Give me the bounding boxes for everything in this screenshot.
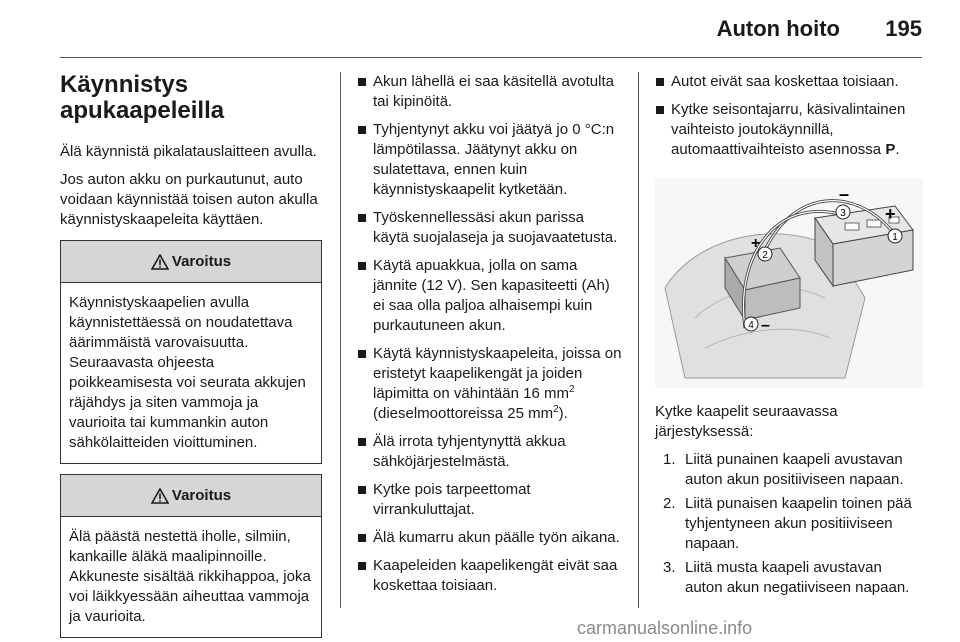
minus-sign: – [839, 184, 850, 204]
warning-box-2 [60, 474, 322, 638]
column-3 [655, 72, 923, 602]
preparation-list [655, 72, 923, 160]
list-item: Älä irrota tyhjentynyttä akkua sähköjärjestelmästä. [357, 432, 623, 472]
list-item: Työskennellessäsi akun parissa käytä suojalaseja ja suojavaatetusta. [357, 208, 623, 248]
section-title: Käynnistys apukaapeleilla [60, 71, 225, 124]
column-divider-2 [638, 72, 639, 608]
description-paragraph: Jos auton akku on purkautunut, auto voidaan käynnistää toisen auton akulla käynnistyskaapeleita käyttäen. [60, 171, 318, 228]
svg-text:3: 3 [840, 208, 846, 219]
plus-sign: + [885, 204, 896, 224]
list-item: Tyhjentynyt akku voi jäätyä jo 0 °C:n lämpötilassa. Jäätynyt akku on sulatettava, ennen kuin käynnistyskaapelit kytketään. [357, 120, 623, 200]
list-item: Autot eivät saa koskettaa toisiaan. [655, 72, 923, 92]
callout-3 [836, 205, 850, 219]
column-divider-1 [340, 72, 341, 608]
warning-box-1 [60, 240, 322, 464]
list-item: Akun lähellä ei saa käsitellä avotulta tai kipinöitä. [357, 72, 623, 112]
column-2 [357, 72, 623, 604]
list-item: Älä kumarru akun päälle työn aikana. [357, 528, 623, 548]
list-item: Kytke seisontajarru, käsivalintainen vaihteisto joutokäynnillä, automaattivaihteisto asennossa P. [655, 100, 923, 160]
warning-text: Älä päästä nestettä iholle, silmiin, kankaille äläkä maalipinnoille. Akkuneste sisältää rikkihappoa, joka voi läikkyessään aiheuttaa vammoja ja vaurioita. [69, 528, 311, 625]
safety-list [357, 72, 623, 596]
svg-text:2: 2 [762, 250, 768, 261]
list-item: Käytä käynnistyskaapeleita, joissa on eristetyt kaapelikengät ja joiden läpimitta on vähintään 16 $mm^2$ (dieselmoottoreissa 25 $mm^2$). [357, 344, 623, 424]
warning-triangle-icon [151, 488, 169, 504]
warning-label: Varoitus [171, 486, 232, 504]
chapter-title: Auton hoito [716, 16, 840, 41]
svg-text:4: 4 [748, 320, 754, 331]
step-item: 3. Liitä musta kaapeli avustavan auton akun negatiiviseen napaan. [663, 559, 910, 596]
warning-header [61, 241, 321, 283]
callout-4 [744, 317, 758, 331]
column-1 [60, 72, 322, 642]
warning-label: Varoitus [171, 252, 232, 270]
warning-triangle-icon [151, 254, 169, 270]
list-item: Käytä apuakkua, jolla on sama jännite (12 V). Sen kapasiteetti (Ah) ei saa olla paljoa alhaisempi kuin purkautuneen akun. [357, 256, 623, 336]
steps-intro: Kytke kaapelit seuraavassa järjestyksessä: [655, 403, 838, 440]
list-item: Kytke pois tarpeettomat virrankuluttajat. [357, 480, 623, 520]
warning-text: Käynnistyskaapelien avulla käynnistettäessä on noudatettava äärimmäistä varovaisuutta. Seuraavasta ohjeesta poikkeamisesta voi seurata akkujen räjähdys ja siten vammoja ja vaurioita tai kummankin auton sähkölaitteiden vioittuminen. [69, 294, 306, 451]
intro-paragraph: Älä käynnistä pikalatauslaitteen avulla. [60, 143, 317, 160]
step-item: 1. Liitä punainen kaapeli avustavan auton akun positiiviseen napaan. [663, 451, 904, 488]
page-header [0, 0, 960, 58]
connection-steps [655, 450, 923, 598]
callout-1 [888, 229, 902, 243]
step-item: 2. Liitä punaisen kaapelin toinen pää tyhjentyneen akun positiiviseen napaan. [663, 495, 912, 552]
list-item: Kaapeleiden kaapelikengät eivät saa koskettaa toisiaan. [357, 556, 623, 596]
svg-text:1: 1 [892, 232, 898, 243]
page-number: 195 [885, 16, 922, 41]
header-divider [60, 57, 922, 58]
plus-sign: + [751, 235, 761, 252]
watermark: carmanualsonline.info [577, 618, 753, 638]
jump-start-illustration [655, 178, 923, 388]
warning-header [61, 475, 321, 517]
minus-sign: – [761, 317, 770, 334]
